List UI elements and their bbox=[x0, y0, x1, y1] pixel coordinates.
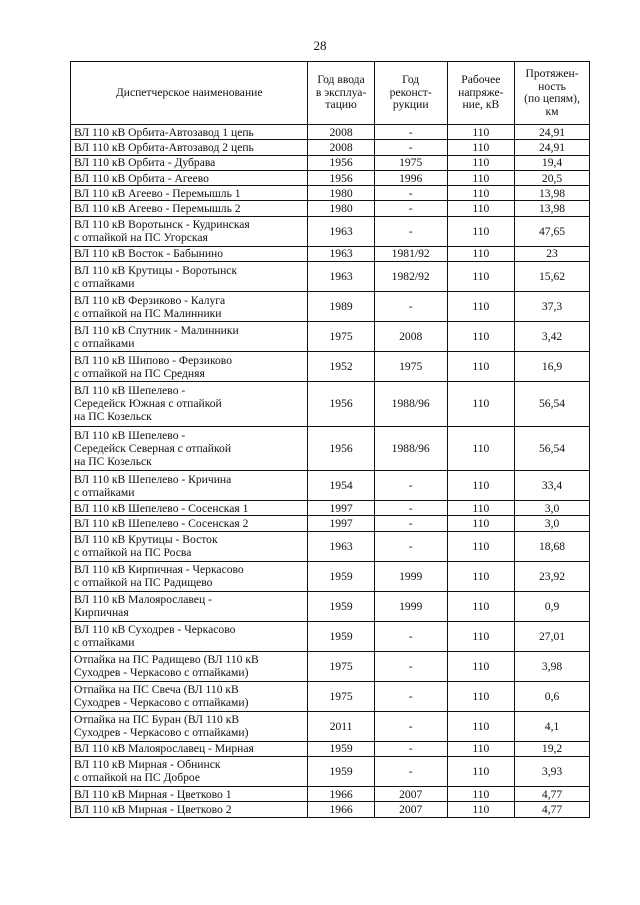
table-row bbox=[71, 186, 590, 201]
row-commission-year: 1989 bbox=[308, 292, 374, 322]
row-voltage: 110 bbox=[447, 262, 515, 292]
header-voltage: Рабочее напряже- ние, кВ bbox=[447, 62, 515, 125]
row-length: 13,98 bbox=[515, 201, 590, 216]
table-row bbox=[71, 382, 590, 427]
row-voltage: 110 bbox=[447, 352, 515, 382]
row-name: ВЛ 110 кВ Мирная - Цветково 1 bbox=[71, 786, 308, 801]
row-name: Отпайка на ПС Буран (ВЛ 110 кВ Суходрев - Черкасово с отпайками) bbox=[71, 711, 308, 741]
row-name: ВЛ 110 кВ Малоярославец - Мирная bbox=[71, 741, 308, 756]
row-length: 18,68 bbox=[515, 531, 590, 561]
row-reconstruction-year: - bbox=[374, 125, 447, 140]
table-row bbox=[71, 741, 590, 756]
row-reconstruction-year: - bbox=[374, 292, 447, 322]
row-name: ВЛ 110 кВ Шипово - Ферзиково с отпайкой на ПС Средняя bbox=[71, 352, 308, 382]
row-reconstruction-year: 1975 bbox=[374, 352, 447, 382]
row-length: 19,4 bbox=[515, 155, 590, 170]
row-name: ВЛ 110 кВ Шепелево - Сосенская 1 bbox=[71, 501, 308, 516]
table-row bbox=[71, 322, 590, 352]
row-length: 3,0 bbox=[515, 516, 590, 531]
row-reconstruction-year: - bbox=[374, 741, 447, 756]
row-length: 20,5 bbox=[515, 170, 590, 185]
table-row bbox=[71, 501, 590, 516]
row-voltage: 110 bbox=[447, 426, 515, 471]
row-voltage: 110 bbox=[447, 201, 515, 216]
row-length: 4,77 bbox=[515, 786, 590, 801]
row-name: ВЛ 110 кВ Шепелево - Сосенская 2 bbox=[71, 516, 308, 531]
row-name: ВЛ 110 кВ Шепелево - Середейск Северная с отпайкой на ПС Козельск bbox=[71, 426, 308, 471]
table-row bbox=[71, 140, 590, 155]
table-row bbox=[71, 201, 590, 216]
row-commission-year: 1980 bbox=[308, 201, 374, 216]
row-reconstruction-year: 1981/92 bbox=[374, 246, 447, 261]
row-reconstruction-year: - bbox=[374, 651, 447, 681]
table-row bbox=[71, 292, 590, 322]
row-reconstruction-year: - bbox=[374, 201, 447, 216]
row-commission-year: 1963 bbox=[308, 246, 374, 261]
row-commission-year: 1997 bbox=[308, 516, 374, 531]
row-voltage: 110 bbox=[447, 140, 515, 155]
row-commission-year: 1952 bbox=[308, 352, 374, 382]
row-length: 23 bbox=[515, 246, 590, 261]
row-reconstruction-year: 1975 bbox=[374, 155, 447, 170]
row-name: ВЛ 110 кВ Шепелево - Середейск Южная с отпайкой на ПС Козельск bbox=[71, 382, 308, 427]
header-length: Протяжен- ность (по цепям), км bbox=[515, 62, 590, 125]
row-voltage: 110 bbox=[447, 471, 515, 501]
row-name: ВЛ 110 кВ Восток - Бабынино bbox=[71, 246, 308, 261]
row-reconstruction-year: - bbox=[374, 756, 447, 786]
header-name: Диспетчерское наименование bbox=[71, 62, 308, 125]
row-voltage: 110 bbox=[447, 681, 515, 711]
row-commission-year: 1975 bbox=[308, 681, 374, 711]
row-reconstruction-year: - bbox=[374, 681, 447, 711]
row-commission-year: 1959 bbox=[308, 741, 374, 756]
row-length: 3,42 bbox=[515, 322, 590, 352]
row-voltage: 110 bbox=[447, 382, 515, 427]
row-reconstruction-year: - bbox=[374, 516, 447, 531]
table-row bbox=[71, 681, 590, 711]
row-commission-year: 2011 bbox=[308, 711, 374, 741]
table-header-row bbox=[71, 62, 590, 125]
row-reconstruction-year: 2007 bbox=[374, 786, 447, 801]
row-reconstruction-year: - bbox=[374, 471, 447, 501]
table-row bbox=[71, 246, 590, 261]
row-reconstruction-year: - bbox=[374, 531, 447, 561]
row-length: 27,01 bbox=[515, 621, 590, 651]
table-row bbox=[71, 621, 590, 651]
row-commission-year: 1963 bbox=[308, 531, 374, 561]
row-reconstruction-year: - bbox=[374, 140, 447, 155]
row-commission-year: 2008 bbox=[308, 125, 374, 140]
row-name: ВЛ 110 кВ Кирпичная - Черкасово с отпайкой на ПС Радищево bbox=[71, 561, 308, 591]
row-commission-year: 1956 bbox=[308, 382, 374, 427]
row-reconstruction-year: 1999 bbox=[374, 561, 447, 591]
row-length: 33,4 bbox=[515, 471, 590, 501]
row-name: ВЛ 110 кВ Крутицы - Воротынск с отпайками bbox=[71, 262, 308, 292]
table-row bbox=[71, 756, 590, 786]
row-reconstruction-year: - bbox=[374, 501, 447, 516]
row-voltage: 110 bbox=[447, 621, 515, 651]
row-length: 0,6 bbox=[515, 681, 590, 711]
header-reconstruction-year: Год реконст- рукции bbox=[374, 62, 447, 125]
row-length: 3,98 bbox=[515, 651, 590, 681]
row-name: ВЛ 110 кВ Спутник - Малинники с отпайками bbox=[71, 322, 308, 352]
row-voltage: 110 bbox=[447, 711, 515, 741]
row-reconstruction-year: - bbox=[374, 621, 447, 651]
row-reconstruction-year: - bbox=[374, 711, 447, 741]
row-name: ВЛ 110 кВ Орбита-Автозавод 2 цепь bbox=[71, 140, 308, 155]
row-length: 56,54 bbox=[515, 382, 590, 427]
row-name: ВЛ 110 кВ Малоярославец - Кирпичная bbox=[71, 591, 308, 621]
table-row bbox=[71, 170, 590, 185]
row-voltage: 110 bbox=[447, 802, 515, 817]
row-voltage: 110 bbox=[447, 292, 515, 322]
row-name: ВЛ 110 кВ Шепелево - Кричина с отпайками bbox=[71, 471, 308, 501]
row-commission-year: 1956 bbox=[308, 155, 374, 170]
row-voltage: 110 bbox=[447, 216, 515, 246]
row-commission-year: 1959 bbox=[308, 621, 374, 651]
table-row bbox=[71, 426, 590, 471]
row-name: ВЛ 110 кВ Ферзиково - Калуга с отпайкой на ПС Малинники bbox=[71, 292, 308, 322]
row-length: 4,77 bbox=[515, 802, 590, 817]
row-voltage: 110 bbox=[447, 322, 515, 352]
table-row bbox=[71, 352, 590, 382]
row-commission-year: 1956 bbox=[308, 426, 374, 471]
row-name: ВЛ 110 кВ Орбита - Дубрава bbox=[71, 155, 308, 170]
row-length: 23,92 bbox=[515, 561, 590, 591]
row-voltage: 110 bbox=[447, 246, 515, 261]
page-number: 28 bbox=[313, 38, 327, 53]
table-row bbox=[71, 711, 590, 741]
row-commission-year: 1959 bbox=[308, 561, 374, 591]
row-length: 56,54 bbox=[515, 426, 590, 471]
row-reconstruction-year: 1982/92 bbox=[374, 262, 447, 292]
row-commission-year: 2008 bbox=[308, 140, 374, 155]
table-row bbox=[71, 262, 590, 292]
row-reconstruction-year: 2007 bbox=[374, 802, 447, 817]
row-reconstruction-year: - bbox=[374, 186, 447, 201]
row-voltage: 110 bbox=[447, 561, 515, 591]
row-name: ВЛ 110 кВ Орбита - Агеево bbox=[71, 170, 308, 185]
row-commission-year: 1954 bbox=[308, 471, 374, 501]
row-name: ВЛ 110 кВ Суходрев - Черкасово с отпайками bbox=[71, 621, 308, 651]
row-length: 47,65 bbox=[515, 216, 590, 246]
row-commission-year: 1980 bbox=[308, 186, 374, 201]
table-row bbox=[71, 651, 590, 681]
row-length: 3,93 bbox=[515, 756, 590, 786]
row-commission-year: 1966 bbox=[308, 786, 374, 801]
row-voltage: 110 bbox=[447, 531, 515, 561]
row-length: 4,1 bbox=[515, 711, 590, 741]
row-length: 0,9 bbox=[515, 591, 590, 621]
row-length: 13,98 bbox=[515, 186, 590, 201]
row-voltage: 110 bbox=[447, 741, 515, 756]
row-commission-year: 1963 bbox=[308, 216, 374, 246]
row-voltage: 110 bbox=[447, 170, 515, 185]
table-row bbox=[71, 802, 590, 817]
row-reconstruction-year: 1999 bbox=[374, 591, 447, 621]
row-length: 37,3 bbox=[515, 292, 590, 322]
row-commission-year: 1956 bbox=[308, 170, 374, 185]
row-length: 19,2 bbox=[515, 741, 590, 756]
table-row bbox=[71, 155, 590, 170]
row-commission-year: 1963 bbox=[308, 262, 374, 292]
row-voltage: 110 bbox=[447, 651, 515, 681]
power-lines-table bbox=[70, 61, 590, 818]
row-voltage: 110 bbox=[447, 786, 515, 801]
row-reconstruction-year: 2008 bbox=[374, 322, 447, 352]
row-commission-year: 1966 bbox=[308, 802, 374, 817]
table-row bbox=[71, 561, 590, 591]
row-name: ВЛ 110 кВ Агеево - Перемышль 2 bbox=[71, 201, 308, 216]
table-row bbox=[71, 531, 590, 561]
row-name: ВЛ 110 кВ Орбита-Автозавод 1 цепь bbox=[71, 125, 308, 140]
row-length: 15,62 bbox=[515, 262, 590, 292]
row-commission-year: 1959 bbox=[308, 756, 374, 786]
row-commission-year: 1959 bbox=[308, 591, 374, 621]
row-name: ВЛ 110 кВ Воротынск - Кудринская с отпайкой на ПС Угорская bbox=[71, 216, 308, 246]
header-commission-year: Год ввода в эксплуа- тацию bbox=[308, 62, 374, 125]
table-row bbox=[71, 471, 590, 501]
row-voltage: 110 bbox=[447, 591, 515, 621]
row-length: 16,9 bbox=[515, 352, 590, 382]
row-voltage: 110 bbox=[447, 516, 515, 531]
row-voltage: 110 bbox=[447, 501, 515, 516]
row-name: ВЛ 110 кВ Агеево - Перемышль 1 bbox=[71, 186, 308, 201]
row-voltage: 110 bbox=[447, 155, 515, 170]
row-name: ВЛ 110 кВ Мирная - Цветково 2 bbox=[71, 802, 308, 817]
row-length: 3,0 bbox=[515, 501, 590, 516]
row-name: ВЛ 110 кВ Крутицы - Восток с отпайкой на ПС Росва bbox=[71, 531, 308, 561]
row-commission-year: 1975 bbox=[308, 322, 374, 352]
row-reconstruction-year: 1988/96 bbox=[374, 426, 447, 471]
row-length: 24,91 bbox=[515, 140, 590, 155]
row-name: Отпайка на ПС Свеча (ВЛ 110 кВ Суходрев - Черкасово с отпайками) bbox=[71, 681, 308, 711]
row-commission-year: 1997 bbox=[308, 501, 374, 516]
table-row bbox=[71, 516, 590, 531]
row-voltage: 110 bbox=[447, 186, 515, 201]
row-name: ВЛ 110 кВ Мирная - Обнинск с отпайкой на ПС Доброе bbox=[71, 756, 308, 786]
row-name: Отпайка на ПС Радищево (ВЛ 110 кВ Суходрев - Черкасово с отпайками) bbox=[71, 651, 308, 681]
row-reconstruction-year: 1996 bbox=[374, 170, 447, 185]
row-voltage: 110 bbox=[447, 756, 515, 786]
row-commission-year: 1975 bbox=[308, 651, 374, 681]
row-voltage: 110 bbox=[447, 125, 515, 140]
table-row bbox=[71, 125, 590, 140]
table-row bbox=[71, 591, 590, 621]
table-row bbox=[71, 216, 590, 246]
row-reconstruction-year: - bbox=[374, 216, 447, 246]
table-row bbox=[71, 786, 590, 801]
row-length: 24,91 bbox=[515, 125, 590, 140]
row-reconstruction-year: 1988/96 bbox=[374, 382, 447, 427]
